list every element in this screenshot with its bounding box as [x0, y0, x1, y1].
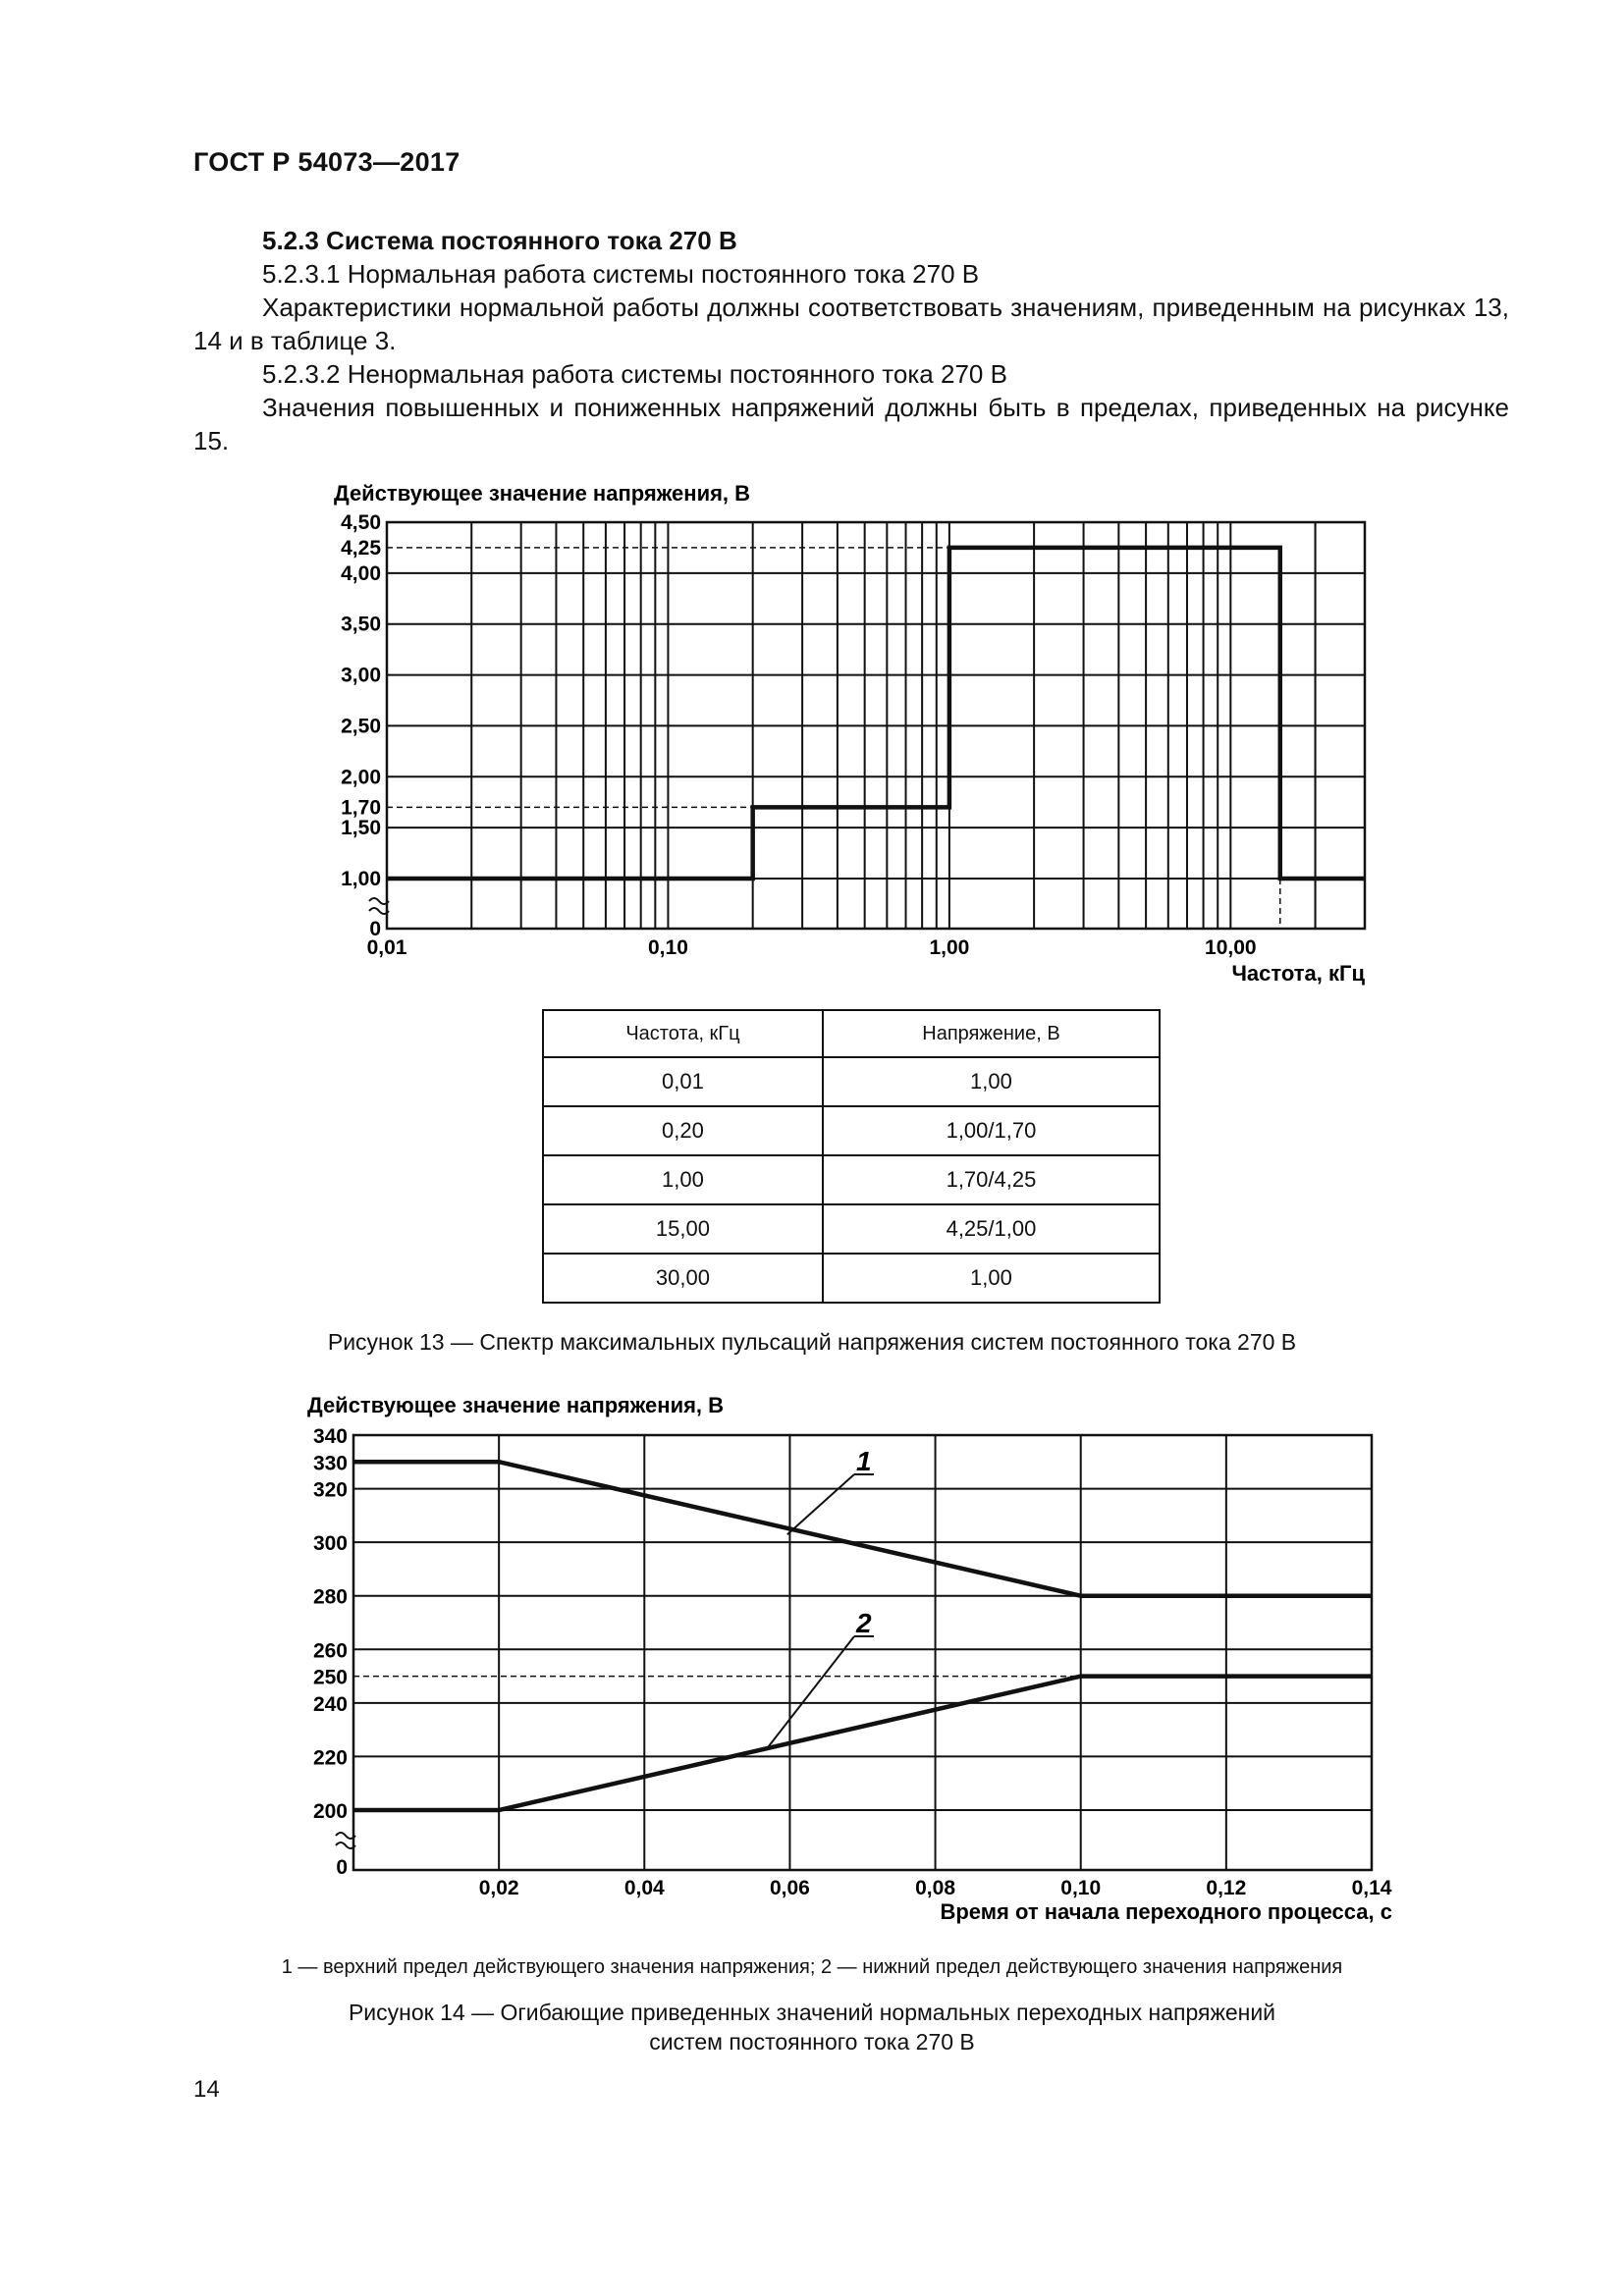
table-row: [543, 1057, 1160, 1106]
section-heading: 5.2.3 Система постоянного тока 270 В: [262, 226, 737, 255]
paragraph-normal-operation: Характеристики нормальной работы должны соответствовать значениям, приведенным на рисунках 13, 14 и в таблице 3.: [193, 293, 1509, 355]
y-tick-label: 240: [312, 1692, 348, 1716]
table-header-voltage: Напряжение, В: [823, 1010, 1160, 1057]
page-number: 14: [193, 2076, 220, 2103]
envelope-line-2: [353, 1677, 1372, 1810]
table-row: [543, 1155, 1160, 1204]
subsection-2-title: 5.2.3.2 Ненормальная работа системы постоянного тока 270 В: [262, 359, 1007, 389]
y-tick-label: 280: [312, 1585, 348, 1609]
table-cell: 30,00: [543, 1254, 823, 1303]
table-row: [543, 1204, 1160, 1254]
y-tick-label: 3,50: [341, 613, 381, 636]
x-axis-title: Частота, кГц: [1231, 961, 1365, 986]
figure-13-chart: [0, 461, 1624, 1011]
table-row: [543, 1106, 1160, 1155]
x-axis-title: Время от начала переходного процесса, с: [940, 1899, 1392, 1924]
y-tick-label: 0: [336, 1856, 348, 1879]
x-tick-label: 10,00: [1205, 936, 1257, 959]
y-tick-label: 300: [312, 1532, 348, 1556]
paragraph-abnormal-operation: Значения повышенных и пониженных напряжений должны быть в пределах, приведенных на рисунке 15.: [193, 393, 1509, 455]
x-tick-label: 0,14: [1351, 1877, 1392, 1899]
table-cell: 1,00: [823, 1057, 1160, 1106]
x-tick-label: 0,04: [623, 1877, 665, 1899]
table-cell: 1,00/1,70: [823, 1106, 1160, 1155]
y-tick-label: 330: [312, 1452, 348, 1475]
figure-14-caption-line-1: Рисунок 14 — Огибающие приведенных значений нормальных переходных напряжений: [348, 2000, 1276, 2025]
envelope-line-1: [353, 1462, 1372, 1595]
table-cell: 4,25/1,00: [823, 1204, 1160, 1254]
y-axis-title: Действующее значение напряжения, В: [334, 481, 751, 506]
table-cell: 15,00: [543, 1204, 823, 1254]
figure-13-caption: Рисунок 13 — Спектр максимальных пульсаций напряжения систем постоянного тока 270 В: [327, 1329, 1297, 1355]
y-tick-label: 4,50: [341, 511, 381, 534]
y-tick-label: 200: [312, 1800, 348, 1823]
y-tick-label: 2,00: [341, 766, 381, 789]
y-tick-label: 3,00: [341, 664, 381, 687]
y-tick-label: 1,70: [341, 796, 381, 820]
y-tick-label: 320: [312, 1478, 348, 1502]
callout-leader-line: [787, 1474, 854, 1534]
document-code: ГОСТ Р 54073—2017: [193, 147, 460, 177]
x-tick-label: 0,10: [648, 936, 688, 959]
table-cell: 1,00: [823, 1254, 1160, 1303]
y-tick-label: 260: [312, 1639, 348, 1663]
frequency-voltage-table: [542, 1009, 1161, 1304]
x-tick-label: 0,01: [366, 936, 407, 959]
y-tick-label: 2,50: [341, 715, 381, 738]
y-axis-title: Действующее значение напряжения, В: [307, 1393, 725, 1417]
y-tick-label: 4,00: [341, 561, 381, 585]
x-tick-label: 0,10: [1060, 1877, 1102, 1899]
plot-frame: [353, 1435, 1372, 1870]
table-cell: 1,00: [543, 1155, 823, 1204]
table-header-frequency: Частота, кГц: [543, 1010, 823, 1057]
subsection-1-title: 5.2.3.1 Нормальная работа системы постоянного тока 270 В: [262, 259, 980, 289]
figure-14-caption-line-2: систем постоянного тока 270 В: [649, 2029, 975, 2055]
y-tick-label: 1,00: [341, 868, 381, 890]
x-tick-label: 1,00: [929, 936, 970, 959]
series-label: 1: [856, 1446, 872, 1476]
table-cell: 1,70/4,25: [823, 1155, 1160, 1204]
y-tick-label: 340: [312, 1425, 348, 1448]
figure-14-chart: [0, 1374, 1624, 1924]
table-row: [543, 1254, 1160, 1303]
y-tick-label: 220: [312, 1746, 348, 1770]
series-label: 2: [856, 1608, 872, 1638]
y-tick-label: 4,25: [341, 536, 381, 560]
y-tick-label: 250: [312, 1666, 348, 1689]
x-tick-label: 0,02: [478, 1877, 519, 1899]
figure-14-legend: 1 — верхний предел действующего значения напряжения; 2 — нижний предел действующего значения напряжения: [281, 1956, 1343, 1978]
table-cell: 0,20: [543, 1106, 823, 1155]
y-tick-label: 1,50: [341, 817, 381, 840]
table-cell: 0,01: [543, 1057, 823, 1106]
x-tick-label: 0,08: [915, 1877, 956, 1899]
x-tick-label: 0,06: [769, 1877, 810, 1899]
x-tick-label: 0,12: [1206, 1877, 1247, 1899]
y-tick-label: 0: [369, 918, 381, 940]
